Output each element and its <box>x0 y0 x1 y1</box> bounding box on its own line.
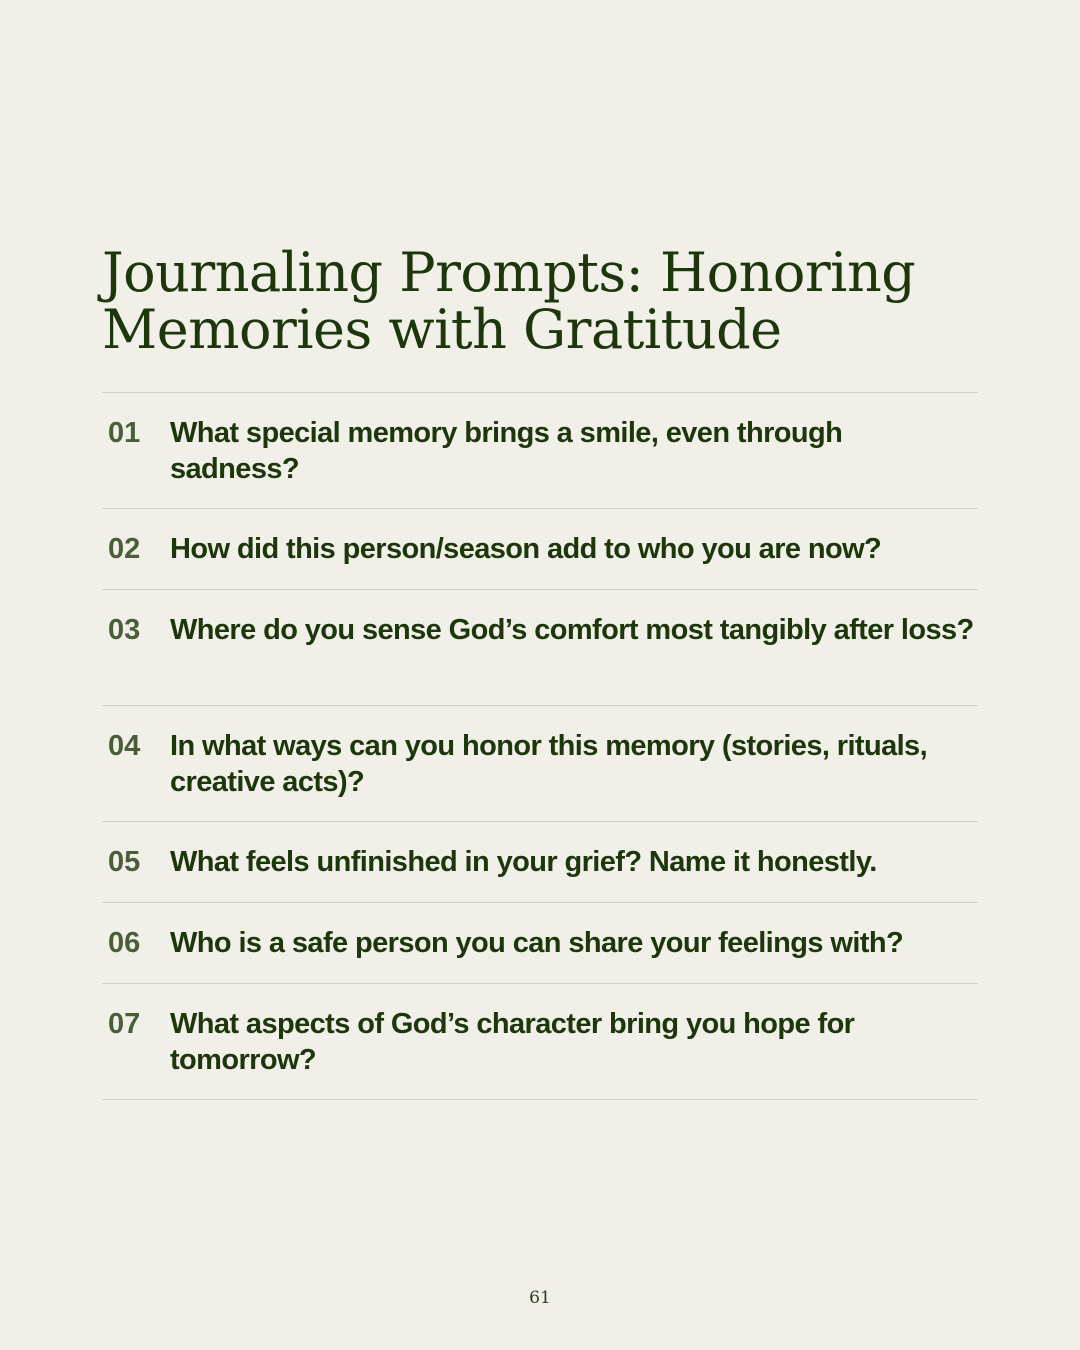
prompt-number: 01 <box>108 417 141 449</box>
prompt-item-03 <box>102 590 978 706</box>
prompt-item-02 <box>102 509 978 590</box>
prompt-item-04 <box>102 706 978 822</box>
prompt-item-06 <box>102 903 978 984</box>
prompt-list <box>102 392 978 1100</box>
prompt-text: What aspects of God’s character bring you hope for tomorrow? <box>170 1008 855 1076</box>
prompt-text: What special memory brings a smile, even through sadness? <box>170 417 843 485</box>
prompt-text: Who is a safe person you can share your feelings with? <box>170 927 904 959</box>
prompt-number: 03 <box>108 614 141 646</box>
prompt-item-01 <box>102 393 978 509</box>
prompt-number: 06 <box>108 927 141 959</box>
prompt-number: 04 <box>108 730 141 762</box>
prompt-item-07 <box>102 984 978 1100</box>
page-title: Journaling Prompts: Honoring Memories with Gratitude <box>102 241 916 361</box>
prompt-number: 05 <box>108 846 141 878</box>
prompt-text: In what ways can you honor this memory (stories, rituals, creative acts)? <box>170 730 928 798</box>
prompt-number: 07 <box>108 1008 141 1040</box>
prompt-text: What feels unfinished in your grief? Name it honestly. <box>170 846 877 878</box>
prompt-item-05 <box>102 822 978 903</box>
prompt-text: Where do you sense God’s comfort most tangibly after loss? <box>170 614 974 646</box>
prompt-number: 02 <box>108 533 141 565</box>
page-number: 61 <box>529 1288 551 1308</box>
prompt-text: How did this person/season add to who you are now? <box>170 533 882 565</box>
